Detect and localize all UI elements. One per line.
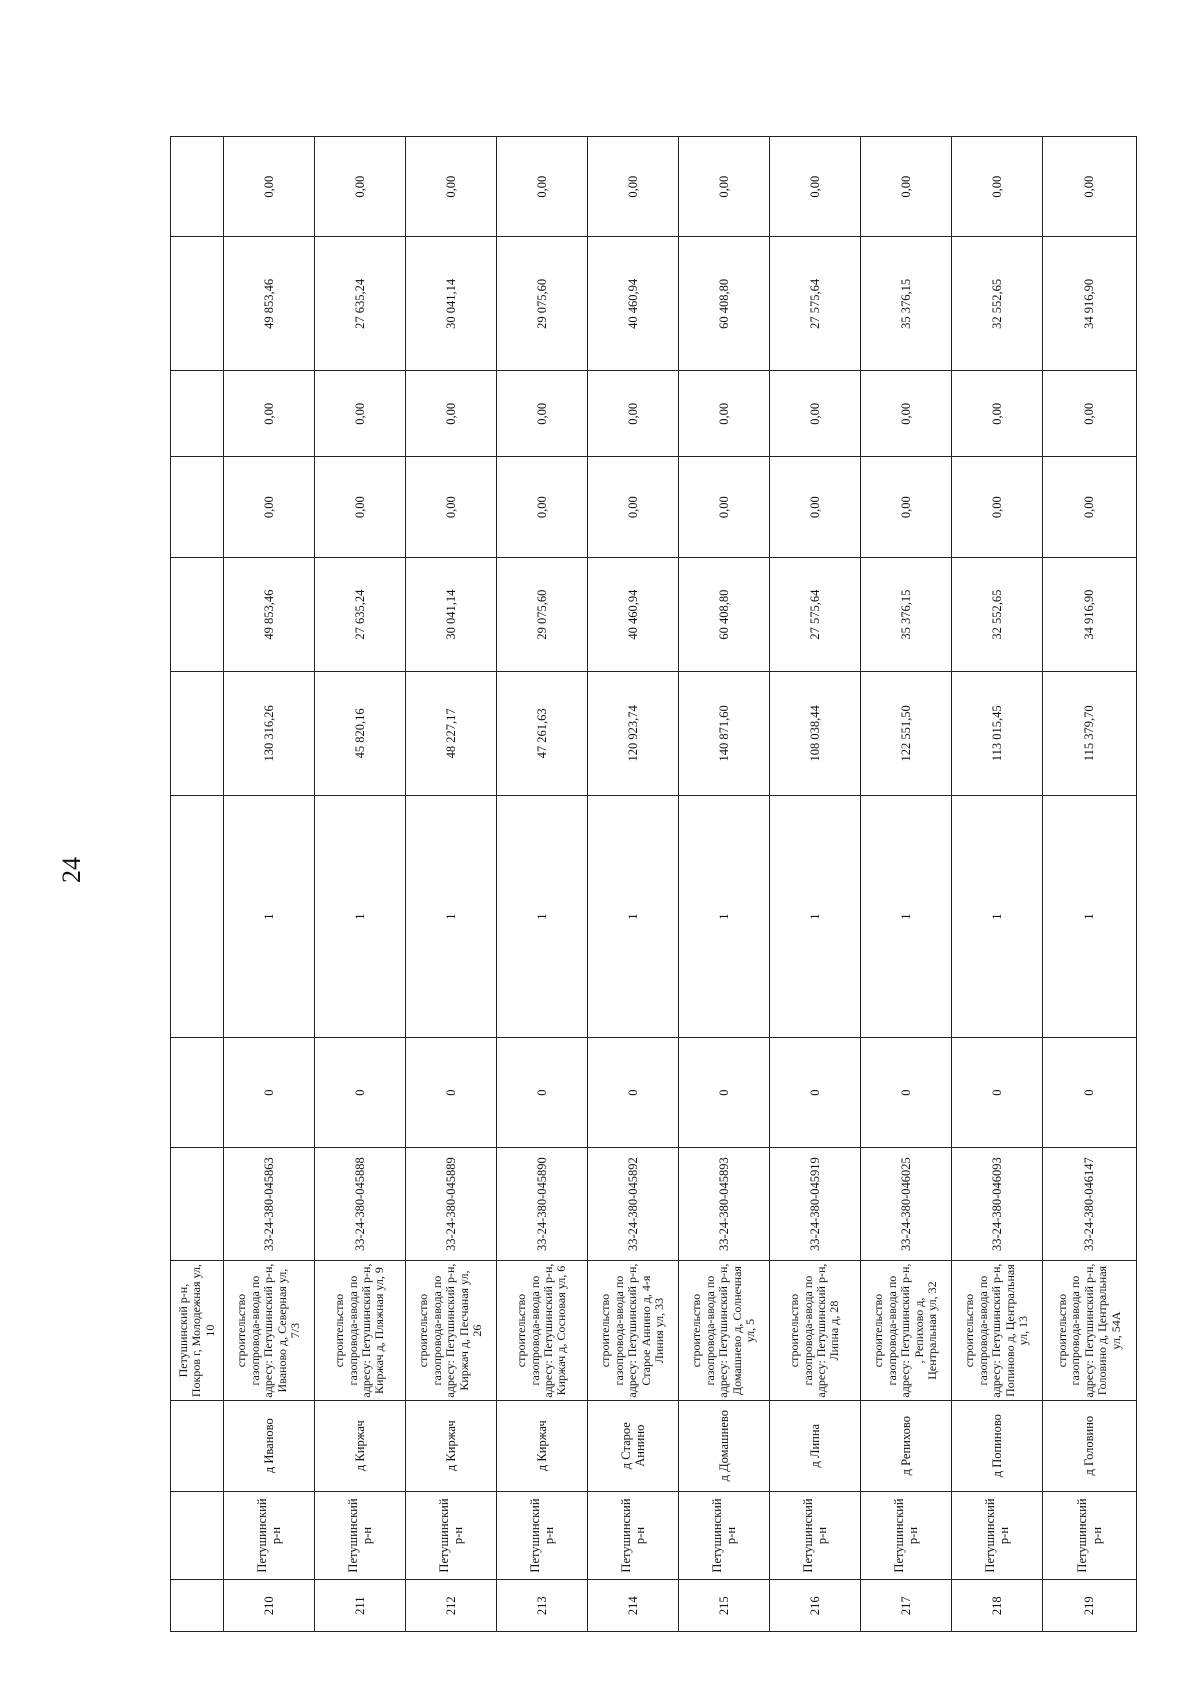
locality-cell: д Домашнево	[679, 1400, 770, 1491]
amount-cell: 0,00	[1043, 457, 1137, 558]
amount-cell: 120 923,74	[588, 671, 679, 795]
locality-cell: д Киржач	[406, 1400, 497, 1491]
cadastral-cell: 33-24-380-045888	[315, 1147, 406, 1261]
locality-cell: д Киржач	[497, 1400, 588, 1491]
district-cell: Петушинский р-н	[406, 1491, 497, 1580]
district-cell: Петушинский р-н	[224, 1491, 315, 1580]
table-row	[770, 137, 861, 1632]
amount-cell: 0,00	[679, 137, 770, 237]
amount-cell: 0,00	[497, 137, 588, 237]
value-cell: 1	[952, 795, 1043, 1038]
locality-cell: д Репихово	[861, 1400, 952, 1491]
cadastral-cell: 33-24-380-045892	[588, 1147, 679, 1261]
amount-cell: 35 376,15	[861, 237, 952, 371]
description-cell: строительство газопровода-ввода по адресу: Петушинский р-н, Иваново д, Северная ул, 7/3	[224, 1261, 315, 1400]
amount-cell: 0,00	[588, 457, 679, 558]
locality-cell: д Иваново	[224, 1400, 315, 1491]
table-row	[224, 137, 315, 1632]
amount-cell: 0,00	[224, 457, 315, 558]
amount-cell: 48 227,17	[406, 671, 497, 795]
amount-cell: 40 460,94	[588, 558, 679, 672]
cadastral-cell: 33-24-380-046025	[861, 1147, 952, 1261]
district-cell: Петушинский р-н	[588, 1491, 679, 1580]
cadastral-cell: 33-24-380-045919	[770, 1147, 861, 1261]
value-cell: 1	[224, 795, 315, 1038]
amount-cell: 35 376,15	[861, 558, 952, 672]
rotated-table-container	[170, 136, 1135, 1632]
row-number: 210	[224, 1580, 315, 1632]
value-cell: 1	[588, 795, 679, 1038]
value-cell: 0	[770, 1038, 861, 1147]
value-cell: 0	[679, 1038, 770, 1147]
cadastral-cell: 33-24-380-045893	[679, 1147, 770, 1261]
description-cell: строительство газопровода-ввода по адресу: Петушинский р-н, Домашнево д, Солнечная ул, 5	[679, 1261, 770, 1400]
amount-cell: 0,00	[952, 457, 1043, 558]
table-row	[1043, 137, 1137, 1632]
amount-cell: 0,00	[1043, 137, 1137, 237]
description-cell: строительство газопровода-ввода по адресу: Петушинский р-н, Попиново д, Центральная ул, 13	[952, 1261, 1043, 1400]
amount-cell: 0,00	[952, 137, 1043, 237]
value-cell: 0	[588, 1038, 679, 1147]
row-number: 215	[679, 1580, 770, 1632]
amount-cell: 29 075,60	[497, 237, 588, 371]
value-cell: 0	[861, 1038, 952, 1147]
amount-cell: 0,00	[315, 371, 406, 457]
amount-cell: 0,00	[861, 457, 952, 558]
cell-empty	[171, 558, 224, 672]
amount-cell: 0,00	[679, 371, 770, 457]
table-row	[679, 137, 770, 1632]
district-cell: Петушинский р-н	[497, 1491, 588, 1580]
locality-cell: д Липна	[770, 1400, 861, 1491]
description-cell: строительство газопровода-ввода по адресу: Петушинский р-н, Киржач д, Песчаная ул, 26	[406, 1261, 497, 1400]
cell-empty	[171, 1400, 224, 1491]
amount-cell: 27 635,24	[315, 237, 406, 371]
locality-cell: д Киржач	[315, 1400, 406, 1491]
amount-cell: 30 041,14	[406, 558, 497, 672]
amount-cell: 49 853,46	[224, 558, 315, 672]
row-number: 211	[315, 1580, 406, 1632]
table-row	[861, 137, 952, 1632]
amount-cell: 27 635,24	[315, 558, 406, 672]
description-cell: строительство газопровода-ввода по адресу: Петушинский р-н, Старое Аннино д, 4-я Линия ул, 33	[588, 1261, 679, 1400]
amount-cell: 0,00	[770, 137, 861, 237]
table-row	[406, 137, 497, 1632]
amount-cell: 0,00	[406, 457, 497, 558]
value-cell: 0	[1043, 1038, 1137, 1147]
amount-cell: 0,00	[770, 371, 861, 457]
page-number: 24	[57, 857, 86, 883]
amount-cell: 0,00	[406, 137, 497, 237]
cadastral-cell: 33-24-380-045889	[406, 1147, 497, 1261]
district-cell: Петушинский р-н	[861, 1491, 952, 1580]
amount-cell: 0,00	[315, 137, 406, 237]
amount-cell: 60 408,80	[679, 558, 770, 672]
cell-empty	[171, 1491, 224, 1580]
row-number: 214	[588, 1580, 679, 1632]
amount-cell: 49 853,46	[224, 237, 315, 371]
description-cell: строительство газопровода-ввода по адресу: Петушинский р-н, Головино д, Центральная ул, 54А	[1043, 1261, 1137, 1400]
amount-cell: 32 552,65	[952, 237, 1043, 371]
cell-empty	[171, 237, 224, 371]
district-cell: Петушинский р-н	[679, 1491, 770, 1580]
amount-cell: 0,00	[588, 137, 679, 237]
amount-cell: 30 041,14	[406, 237, 497, 371]
table-row	[952, 137, 1043, 1632]
row-number: 213	[497, 1580, 588, 1632]
cell-empty	[171, 795, 224, 1038]
amount-cell: 27 575,64	[770, 558, 861, 672]
cell-empty	[171, 457, 224, 558]
row-number: 218	[952, 1580, 1043, 1632]
amount-cell: 0,00	[497, 457, 588, 558]
amount-cell: 32 552,65	[952, 558, 1043, 672]
amount-cell: 47 261,63	[497, 671, 588, 795]
value-cell: 0	[406, 1038, 497, 1147]
cell-empty	[171, 371, 224, 457]
district-cell: Петушинский р-н	[770, 1491, 861, 1580]
amount-cell: 0,00	[315, 457, 406, 558]
description-cell: строительство газопровода-ввода по адресу: Петушинский р-н, Киржач д, Сосновая ул, 6	[497, 1261, 588, 1400]
cell-empty	[171, 1147, 224, 1261]
row-number: 216	[770, 1580, 861, 1632]
description-cell: строительство газопровода-ввода по адресу: Петушинский р-н, Липна д, 28	[770, 1261, 861, 1400]
amount-cell: 113 015,45	[952, 671, 1043, 795]
amount-cell: 0,00	[679, 457, 770, 558]
header-row	[171, 137, 224, 1632]
amount-cell: 60 408,80	[679, 237, 770, 371]
amount-cell: 0,00	[588, 371, 679, 457]
data-table	[170, 136, 1137, 1632]
amount-cell: 27 575,64	[770, 237, 861, 371]
cadastral-cell: 33-24-380-046147	[1043, 1147, 1137, 1261]
locality-cell: д Старое Аннино	[588, 1400, 679, 1491]
amount-cell: 40 460,94	[588, 237, 679, 371]
cell-empty	[171, 1038, 224, 1147]
district-cell: Петушинский р-н	[952, 1491, 1043, 1580]
header-address-cell: Петушинский р-н, Покров г, Молодежная ул, 10	[171, 1261, 224, 1400]
locality-cell: д Головино	[1043, 1400, 1137, 1491]
amount-cell: 0,00	[224, 371, 315, 457]
value-cell: 1	[315, 795, 406, 1038]
cadastral-cell: 33-24-380-045863	[224, 1147, 315, 1261]
amount-cell: 0,00	[406, 371, 497, 457]
amount-cell: 0,00	[1043, 371, 1137, 457]
district-cell: Петушинский р-н	[1043, 1491, 1137, 1580]
description-cell: строительство газопровода-ввода по адресу: Петушинский р-н, Киржач д, Пляжная ул, 9	[315, 1261, 406, 1400]
cadastral-cell: 33-24-380-046093	[952, 1147, 1043, 1261]
row-number: 212	[406, 1580, 497, 1632]
amount-cell: 0,00	[497, 371, 588, 457]
amount-cell: 34 916,90	[1043, 237, 1137, 371]
description-cell: строительство газопровода-ввода по адресу: Петушинский р-н, , Репихово д, Центральная ул, 32	[861, 1261, 952, 1400]
value-cell: 1	[497, 795, 588, 1038]
value-cell: 0	[497, 1038, 588, 1147]
cell-empty	[171, 1580, 224, 1632]
amount-cell: 122 551,50	[861, 671, 952, 795]
value-cell: 1	[770, 795, 861, 1038]
amount-cell: 0,00	[861, 371, 952, 457]
table-row	[588, 137, 679, 1632]
amount-cell: 108 038,44	[770, 671, 861, 795]
amount-cell: 115 379,70	[1043, 671, 1137, 795]
locality-cell: д Попиново	[952, 1400, 1043, 1491]
value-cell: 1	[861, 795, 952, 1038]
amount-cell: 34 916,90	[1043, 558, 1137, 672]
amount-cell: 29 075,60	[497, 558, 588, 672]
cell-empty	[171, 671, 224, 795]
value-cell: 0	[224, 1038, 315, 1147]
value-cell: 1	[1043, 795, 1137, 1038]
cell-empty	[171, 137, 224, 237]
amount-cell: 0,00	[952, 371, 1043, 457]
value-cell: 0	[315, 1038, 406, 1147]
table-row	[497, 137, 588, 1632]
amount-cell: 0,00	[224, 137, 315, 237]
row-number: 219	[1043, 1580, 1137, 1632]
value-cell: 1	[679, 795, 770, 1038]
amount-cell: 0,00	[770, 457, 861, 558]
amount-cell: 130 316,26	[224, 671, 315, 795]
cadastral-cell: 33-24-380-045890	[497, 1147, 588, 1261]
table-row	[315, 137, 406, 1632]
amount-cell: 140 871,60	[679, 671, 770, 795]
row-number: 217	[861, 1580, 952, 1632]
value-cell: 0	[952, 1038, 1043, 1147]
value-cell: 1	[406, 795, 497, 1038]
district-cell: Петушинский р-н	[315, 1491, 406, 1580]
amount-cell: 45 820,16	[315, 671, 406, 795]
amount-cell: 0,00	[861, 137, 952, 237]
